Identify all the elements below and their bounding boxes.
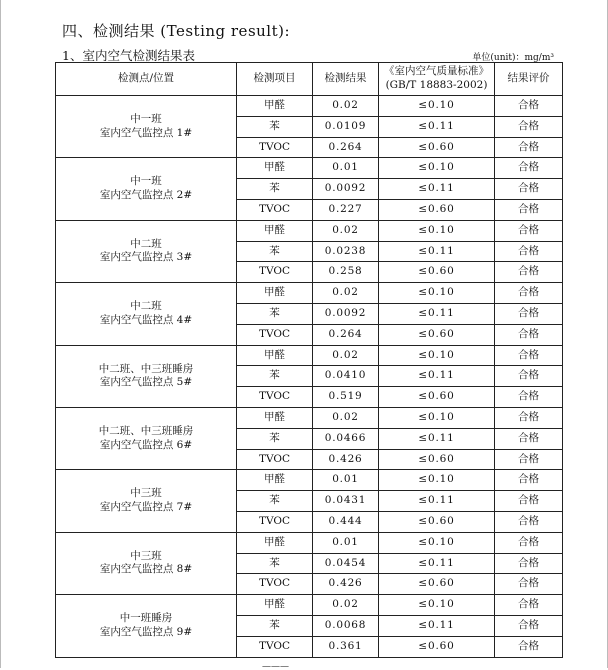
evaluation-cell: 合格 <box>495 137 563 158</box>
result-cell: 0.426 <box>313 449 379 470</box>
result-cell: 0.0109 <box>313 116 379 137</box>
results-body <box>56 96 563 658</box>
monitoring-point: 室内空气监控点 5# <box>99 376 193 389</box>
evaluation-cell: 合格 <box>495 511 563 532</box>
item-cell: TVOC <box>237 199 313 220</box>
item-cell: 甲醛 <box>237 407 313 428</box>
item-cell: 苯 <box>237 553 313 574</box>
monitoring-point: 室内空气监控点 3# <box>99 251 193 264</box>
table-row <box>56 595 563 616</box>
evaluation-cell: 合格 <box>495 636 563 657</box>
evaluation-cell: 合格 <box>495 407 563 428</box>
table-row <box>56 345 563 366</box>
location-name: 中二班 <box>130 237 162 250</box>
result-cell: 0.264 <box>313 137 379 158</box>
monitoring-point: 室内空气监控点 8# <box>99 563 193 576</box>
result-cell: 0.264 <box>313 324 379 345</box>
evaluation-cell: 合格 <box>495 96 563 117</box>
results-table <box>55 62 563 658</box>
location-cell <box>56 96 237 158</box>
evaluation-cell: 合格 <box>495 262 563 283</box>
evaluation-cell: 合格 <box>495 220 563 241</box>
standard-cell: ≤0.10 <box>379 595 495 616</box>
item-cell: 甲醛 <box>237 470 313 491</box>
standard-cell: ≤0.10 <box>379 283 495 304</box>
standard-cell: ≤0.60 <box>379 137 495 158</box>
evaluation-cell: 合格 <box>495 387 563 408</box>
result-cell: 0.361 <box>313 636 379 657</box>
result-cell: 0.01 <box>313 532 379 553</box>
header-item: 检测项目 <box>237 63 313 96</box>
item-cell: TVOC <box>237 636 313 657</box>
location-cell <box>56 220 237 282</box>
evaluation-cell: 合格 <box>495 532 563 553</box>
item-cell: 甲醛 <box>237 595 313 616</box>
standard-cell: ≤0.10 <box>379 220 495 241</box>
standard-cell: ≤0.60 <box>379 387 495 408</box>
standard-cell: ≤0.10 <box>379 407 495 428</box>
result-cell: 0.0092 <box>313 303 379 324</box>
standard-cell: ≤0.60 <box>379 449 495 470</box>
evaluation-cell: 合格 <box>495 324 563 345</box>
table-row <box>56 407 563 428</box>
item-cell: TVOC <box>237 137 313 158</box>
result-cell: 0.519 <box>313 387 379 408</box>
table-row <box>56 220 563 241</box>
unit-note: 单位(unit)：mg/m³ <box>472 53 554 63</box>
item-cell: TVOC <box>237 262 313 283</box>
evaluation-cell: 合格 <box>495 553 563 574</box>
location-cell <box>56 532 237 594</box>
item-cell: 苯 <box>237 366 313 387</box>
location-name: 中二班 <box>130 300 162 313</box>
standard-cell: ≤0.10 <box>379 532 495 553</box>
result-cell: 0.02 <box>313 407 379 428</box>
standard-cell: ≤0.10 <box>379 158 495 179</box>
evaluation-cell: 合格 <box>495 595 563 616</box>
evaluation-cell: 合格 <box>495 283 563 304</box>
item-cell: TVOC <box>237 449 313 470</box>
result-cell: 0.0068 <box>313 615 379 636</box>
standard-cell: ≤0.11 <box>379 428 495 449</box>
result-cell: 0.02 <box>313 220 379 241</box>
monitoring-point: 室内空气监控点 2# <box>99 189 193 202</box>
standard-cell: ≤0.11 <box>379 303 495 324</box>
result-cell: 0.0431 <box>313 491 379 512</box>
evaluation-cell: 合格 <box>495 199 563 220</box>
standard-cell: ≤0.11 <box>379 179 495 200</box>
evaluation-cell: 合格 <box>495 615 563 636</box>
result-cell: 0.0238 <box>313 241 379 262</box>
standard-cell: ≤0.11 <box>379 116 495 137</box>
evaluation-cell: 合格 <box>495 428 563 449</box>
item-cell: 甲醛 <box>237 283 313 304</box>
item-cell: TVOC <box>237 387 313 408</box>
standard-cell: ≤0.11 <box>379 366 495 387</box>
evaluation-cell: 合格 <box>495 116 563 137</box>
location-cell <box>56 345 237 407</box>
result-cell: 0.0410 <box>313 366 379 387</box>
table-row <box>56 532 563 553</box>
result-cell: 0.0466 <box>313 428 379 449</box>
item-cell: TVOC <box>237 324 313 345</box>
evaluation-cell: 合格 <box>495 574 563 595</box>
evaluation-cell: 合格 <box>495 158 563 179</box>
location-cell <box>56 407 237 469</box>
header-result: 检测结果 <box>313 63 379 96</box>
standard-cell: ≤0.60 <box>379 636 495 657</box>
monitoring-point: 室内空气监控点 9# <box>99 625 193 638</box>
standard-cell: ≤0.60 <box>379 574 495 595</box>
evaluation-cell: 合格 <box>495 449 563 470</box>
standard-cell: ≤0.10 <box>379 96 495 117</box>
result-cell: 0.426 <box>313 574 379 595</box>
location-name: 中一班 <box>130 175 162 188</box>
item-cell: 苯 <box>237 241 313 262</box>
monitoring-point: 室内空气监控点 1# <box>99 126 193 139</box>
table-caption: 1、室内空气检测结果表 <box>62 48 195 63</box>
header-standard-title: 《室内空气质量标准》 <box>384 65 489 78</box>
location-name: 中一班睡房 <box>119 612 173 625</box>
item-cell: 苯 <box>237 179 313 200</box>
evaluation-cell: 合格 <box>495 366 563 387</box>
item-cell: TVOC <box>237 511 313 532</box>
result-cell: 0.444 <box>313 511 379 532</box>
monitoring-point: 室内空气监控点 4# <box>99 313 193 326</box>
table-row <box>56 96 563 117</box>
header-standard-code: (GB/T 18883-2002) <box>385 79 488 91</box>
location-name: 中二班、中三班睡房 <box>98 425 194 437</box>
header-location: 检测点/位置 <box>56 63 237 96</box>
location-name: 中二班、中三班睡房 <box>98 362 194 375</box>
location-cell <box>56 158 237 220</box>
location-cell <box>56 283 237 345</box>
result-cell: 0.0092 <box>313 179 379 200</box>
standard-cell: ≤0.10 <box>379 470 495 491</box>
table-header-row <box>56 63 563 96</box>
standard-cell: ≤0.11 <box>379 553 495 574</box>
result-cell: 0.258 <box>313 262 379 283</box>
location-name: 中三班 <box>130 487 162 500</box>
monitoring-point: 室内空气监控点 6# <box>99 438 193 451</box>
result-cell: 0.02 <box>313 283 379 304</box>
item-cell: 苯 <box>237 615 313 636</box>
table-row <box>56 470 563 491</box>
location-name: 中一班 <box>130 113 162 126</box>
standard-cell: ≤0.10 <box>379 345 495 366</box>
item-cell: 苯 <box>237 491 313 512</box>
table-row <box>56 283 563 304</box>
footer-mark: ——— <box>262 662 289 670</box>
monitoring-point: 室内空气监控点 7# <box>99 501 193 514</box>
result-cell: 0.02 <box>313 595 379 616</box>
result-cell: 0.01 <box>313 158 379 179</box>
item-cell: 甲醛 <box>237 532 313 553</box>
location-cell <box>56 595 237 657</box>
standard-cell: ≤0.60 <box>379 511 495 532</box>
section-heading: 四、检测结果 (Testing result): <box>62 22 291 40</box>
item-cell: 苯 <box>237 116 313 137</box>
item-cell: 甲醛 <box>237 158 313 179</box>
standard-cell: ≤0.11 <box>379 241 495 262</box>
standard-cell: ≤0.11 <box>379 491 495 512</box>
evaluation-cell: 合格 <box>495 470 563 491</box>
item-cell: 甲醛 <box>237 220 313 241</box>
item-cell: TVOC <box>237 574 313 595</box>
header-evaluation: 结果评价 <box>495 63 563 96</box>
evaluation-cell: 合格 <box>495 345 563 366</box>
evaluation-cell: 合格 <box>495 491 563 512</box>
evaluation-cell: 合格 <box>495 179 563 200</box>
item-cell: 甲醛 <box>237 345 313 366</box>
location-cell <box>56 470 237 532</box>
header-standard <box>379 63 495 96</box>
standard-cell: ≤0.11 <box>379 615 495 636</box>
table-row <box>56 158 563 179</box>
standard-cell: ≤0.60 <box>379 262 495 283</box>
location-name: 中三班 <box>130 549 162 562</box>
result-cell: 0.02 <box>313 345 379 366</box>
item-cell: 甲醛 <box>237 96 313 117</box>
result-cell: 0.227 <box>313 199 379 220</box>
result-cell: 0.0454 <box>313 553 379 574</box>
standard-cell: ≤0.60 <box>379 324 495 345</box>
standard-cell: ≤0.60 <box>379 199 495 220</box>
item-cell: 苯 <box>237 428 313 449</box>
evaluation-cell: 合格 <box>495 241 563 262</box>
result-cell: 0.02 <box>313 96 379 117</box>
evaluation-cell: 合格 <box>495 303 563 324</box>
item-cell: 苯 <box>237 303 313 324</box>
result-cell: 0.01 <box>313 470 379 491</box>
